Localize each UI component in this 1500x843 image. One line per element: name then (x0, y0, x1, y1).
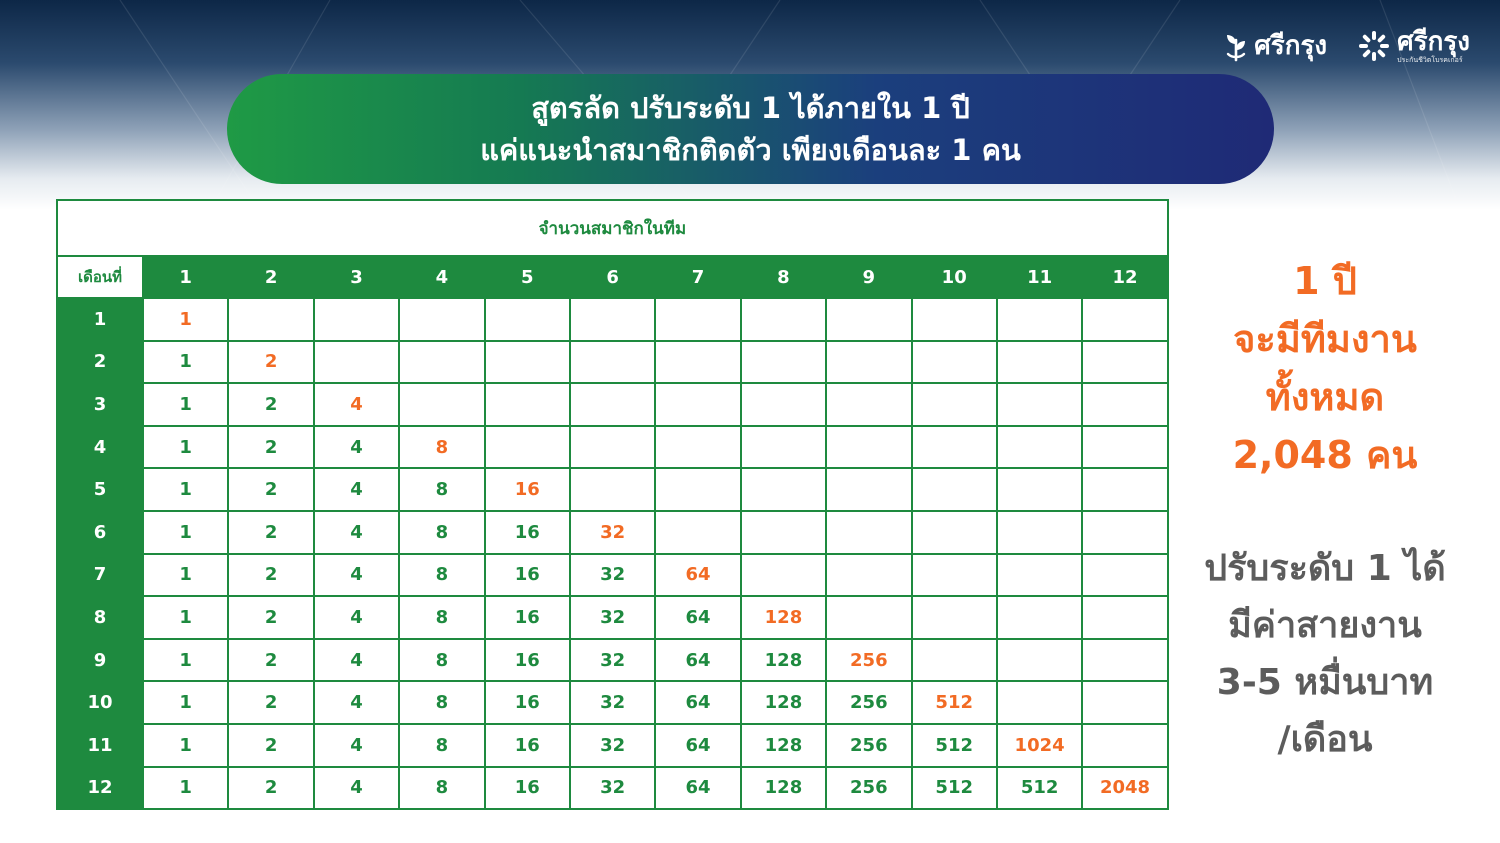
member-count-cell: 16 (485, 639, 570, 682)
summary-total-label: ทั้งหมด (1265, 375, 1385, 419)
team-count-header: จำนวนสมาชิกในทีม (57, 200, 1168, 256)
member-count-cell: 2 (228, 383, 313, 426)
empty-cell (485, 298, 570, 341)
empty-cell (570, 383, 655, 426)
member-count-cell: 64 (655, 596, 740, 639)
empty-cell (1082, 341, 1167, 384)
member-count-cell: 512 (912, 724, 997, 767)
empty-cell (826, 554, 911, 597)
table-row (57, 724, 1168, 767)
member-count-cell: 1 (143, 767, 228, 810)
column-header-7: 7 (655, 256, 740, 298)
table-row (57, 511, 1168, 554)
empty-cell (741, 298, 826, 341)
empty-cell (912, 596, 997, 639)
empty-cell (826, 426, 911, 469)
empty-cell (1082, 596, 1167, 639)
empty-cell (485, 341, 570, 384)
summary-team-label: จะมีทีมงาน (1233, 317, 1417, 361)
summary-spacer (1180, 484, 1470, 540)
logo-right-tagline: ประกันชีวิตโบรคเกอร์ (1397, 55, 1463, 64)
summary-commission-amount: 3-5 หมื่นบาท (1216, 662, 1434, 703)
empty-cell (655, 468, 740, 511)
month-cell: 1 (57, 298, 143, 341)
member-count-cell: 1 (143, 511, 228, 554)
month-cell: 8 (57, 596, 143, 639)
empty-cell (912, 554, 997, 597)
member-count-cell: 4 (314, 596, 399, 639)
member-count-cell: 128 (741, 681, 826, 724)
column-header-row (57, 256, 1168, 298)
empty-cell (997, 554, 1082, 597)
member-count-cell: 2048 (1082, 767, 1167, 810)
growth-table-container (56, 199, 1167, 810)
member-count-cell: 1 (143, 596, 228, 639)
member-count-cell: 2 (228, 724, 313, 767)
empty-cell (997, 681, 1082, 724)
member-count-cell: 1 (143, 468, 228, 511)
member-count-cell: 256 (826, 681, 911, 724)
member-count-cell: 16 (485, 767, 570, 810)
empty-cell (399, 298, 484, 341)
logo-group (1224, 26, 1470, 66)
empty-cell (997, 383, 1082, 426)
member-count-cell: 64 (655, 681, 740, 724)
column-header-2: 2 (228, 256, 313, 298)
sprout-icon (1224, 30, 1248, 62)
member-count-cell: 32 (570, 724, 655, 767)
logo-left-name: ศรีกรุง (1254, 31, 1328, 61)
empty-cell (228, 298, 313, 341)
column-header-11: 11 (997, 256, 1082, 298)
member-count-cell: 64 (655, 724, 740, 767)
member-count-cell: 128 (741, 724, 826, 767)
month-cell: 3 (57, 383, 143, 426)
member-count-cell: 8 (399, 554, 484, 597)
month-cell: 5 (57, 468, 143, 511)
member-count-cell: 256 (826, 724, 911, 767)
month-cell: 11 (57, 724, 143, 767)
empty-cell (1082, 639, 1167, 682)
member-count-cell: 4 (314, 724, 399, 767)
empty-cell (655, 298, 740, 341)
empty-cell (399, 383, 484, 426)
column-header-4: 4 (399, 256, 484, 298)
empty-cell (570, 426, 655, 469)
member-count-cell: 512 (912, 681, 997, 724)
member-count-cell: 64 (655, 554, 740, 597)
member-count-cell: 1 (143, 426, 228, 469)
member-count-cell: 8 (399, 767, 484, 810)
month-cell: 2 (57, 341, 143, 384)
summary-period: 1 ปี (1293, 259, 1357, 303)
member-count-cell: 2 (228, 426, 313, 469)
member-count-cell: 1 (143, 298, 228, 341)
member-count-cell: 32 (570, 511, 655, 554)
member-count-cell: 2 (228, 681, 313, 724)
summary-per-month: /เดือน (1277, 719, 1373, 760)
member-count-cell: 4 (314, 468, 399, 511)
empty-cell (912, 383, 997, 426)
table-body (57, 298, 1168, 809)
empty-cell (485, 426, 570, 469)
member-count-cell: 2 (228, 468, 313, 511)
banner-line-2: แค่แนะนำสมาชิกติดตัว เพียงเดือนละ 1 คน (480, 133, 1021, 167)
member-count-cell: 64 (655, 767, 740, 810)
member-count-cell: 256 (826, 767, 911, 810)
member-count-cell: 512 (997, 767, 1082, 810)
empty-cell (912, 426, 997, 469)
member-count-cell: 1024 (997, 724, 1082, 767)
empty-cell (485, 383, 570, 426)
member-count-cell: 1 (143, 554, 228, 597)
empty-cell (570, 341, 655, 384)
empty-cell (997, 596, 1082, 639)
member-count-cell: 4 (314, 554, 399, 597)
table-row (57, 468, 1168, 511)
member-count-cell: 32 (570, 596, 655, 639)
empty-cell (741, 383, 826, 426)
member-count-cell: 8 (399, 639, 484, 682)
member-count-cell: 64 (655, 639, 740, 682)
burst-icon (1357, 29, 1391, 63)
summary-panel (1180, 252, 1470, 768)
column-header-6: 6 (570, 256, 655, 298)
member-count-cell: 512 (912, 767, 997, 810)
month-cell: 6 (57, 511, 143, 554)
empty-cell (997, 341, 1082, 384)
empty-cell (912, 298, 997, 341)
member-count-cell: 32 (570, 554, 655, 597)
member-count-cell: 8 (399, 596, 484, 639)
member-count-cell: 1 (143, 341, 228, 384)
month-cell: 7 (57, 554, 143, 597)
member-count-cell: 4 (314, 681, 399, 724)
empty-cell (912, 341, 997, 384)
member-count-cell: 128 (741, 639, 826, 682)
member-count-cell: 4 (314, 639, 399, 682)
column-header-9: 9 (826, 256, 911, 298)
logo-srikrung-right (1357, 26, 1470, 64)
empty-cell (826, 468, 911, 511)
table-row (57, 298, 1168, 341)
summary-level-up: ปรับระดับ 1 ได้ (1204, 548, 1446, 589)
month-cell: 10 (57, 681, 143, 724)
empty-cell (314, 298, 399, 341)
month-cell: 9 (57, 639, 143, 682)
empty-cell (741, 511, 826, 554)
empty-cell (655, 511, 740, 554)
member-count-cell: 32 (570, 639, 655, 682)
member-count-cell: 2 (228, 767, 313, 810)
empty-cell (399, 341, 484, 384)
member-count-cell: 16 (485, 596, 570, 639)
table-row (57, 383, 1168, 426)
empty-cell (997, 511, 1082, 554)
member-count-cell: 16 (485, 724, 570, 767)
empty-cell (570, 468, 655, 511)
summary-commission-label: มีค่าสายงาน (1228, 605, 1422, 646)
month-cell: 12 (57, 767, 143, 810)
empty-cell (826, 383, 911, 426)
member-count-cell: 128 (741, 596, 826, 639)
empty-cell (826, 298, 911, 341)
table-row (57, 341, 1168, 384)
column-header-3: 3 (314, 256, 399, 298)
member-count-cell: 4 (314, 383, 399, 426)
empty-cell (997, 298, 1082, 341)
empty-cell (1082, 468, 1167, 511)
member-count-cell: 8 (399, 681, 484, 724)
empty-cell (1082, 554, 1167, 597)
empty-cell (1082, 298, 1167, 341)
table-row (57, 639, 1168, 682)
title-banner (227, 74, 1274, 184)
table-row (57, 554, 1168, 597)
member-count-cell: 1 (143, 639, 228, 682)
logo-srikrung-left (1224, 30, 1327, 62)
member-count-cell: 8 (399, 724, 484, 767)
table-row (57, 681, 1168, 724)
member-count-cell: 4 (314, 511, 399, 554)
table-row (57, 767, 1168, 810)
empty-cell (741, 426, 826, 469)
banner-line-1: สูตรลัด ปรับระดับ 1 ได้ภายใน 1 ปี (531, 91, 970, 125)
empty-cell (1082, 681, 1167, 724)
member-count-cell: 2 (228, 596, 313, 639)
empty-cell (912, 468, 997, 511)
empty-cell (997, 639, 1082, 682)
member-count-cell: 32 (570, 681, 655, 724)
empty-cell (655, 426, 740, 469)
member-count-cell: 2 (228, 639, 313, 682)
member-count-cell: 8 (399, 426, 484, 469)
column-header-8: 8 (741, 256, 826, 298)
month-cell: 4 (57, 426, 143, 469)
empty-cell (912, 639, 997, 682)
empty-cell (1082, 511, 1167, 554)
empty-cell (1082, 383, 1167, 426)
member-count-cell: 2 (228, 554, 313, 597)
table-row (57, 426, 1168, 469)
table-row (57, 596, 1168, 639)
empty-cell (997, 426, 1082, 469)
member-count-cell: 16 (485, 468, 570, 511)
column-header-5: 5 (485, 256, 570, 298)
member-count-cell: 16 (485, 681, 570, 724)
member-count-cell: 128 (741, 767, 826, 810)
empty-cell (826, 511, 911, 554)
member-count-cell: 1 (143, 681, 228, 724)
empty-cell (826, 341, 911, 384)
empty-cell (912, 511, 997, 554)
column-header-12: 12 (1082, 256, 1167, 298)
member-count-cell: 2 (228, 341, 313, 384)
empty-cell (741, 468, 826, 511)
member-count-cell: 8 (399, 511, 484, 554)
member-count-cell: 256 (826, 639, 911, 682)
summary-total-value: 2,048 คน (1232, 433, 1418, 477)
month-column-header: เดือนที่ (57, 256, 143, 298)
member-count-cell: 8 (399, 468, 484, 511)
empty-cell (1082, 724, 1167, 767)
member-count-cell: 1 (143, 724, 228, 767)
column-header-10: 10 (912, 256, 997, 298)
member-count-cell: 16 (485, 511, 570, 554)
empty-cell (655, 383, 740, 426)
logo-right-name: ศรีกรุง (1397, 26, 1470, 57)
empty-cell (997, 468, 1082, 511)
empty-cell (314, 341, 399, 384)
empty-cell (1082, 426, 1167, 469)
empty-cell (655, 341, 740, 384)
member-count-cell: 1 (143, 383, 228, 426)
empty-cell (741, 554, 826, 597)
empty-cell (826, 596, 911, 639)
empty-cell (741, 341, 826, 384)
member-count-cell: 4 (314, 426, 399, 469)
member-count-cell: 4 (314, 767, 399, 810)
member-count-cell: 16 (485, 554, 570, 597)
column-header-1: 1 (143, 256, 228, 298)
member-count-cell: 32 (570, 767, 655, 810)
empty-cell (570, 298, 655, 341)
growth-table (56, 199, 1169, 810)
member-count-cell: 2 (228, 511, 313, 554)
